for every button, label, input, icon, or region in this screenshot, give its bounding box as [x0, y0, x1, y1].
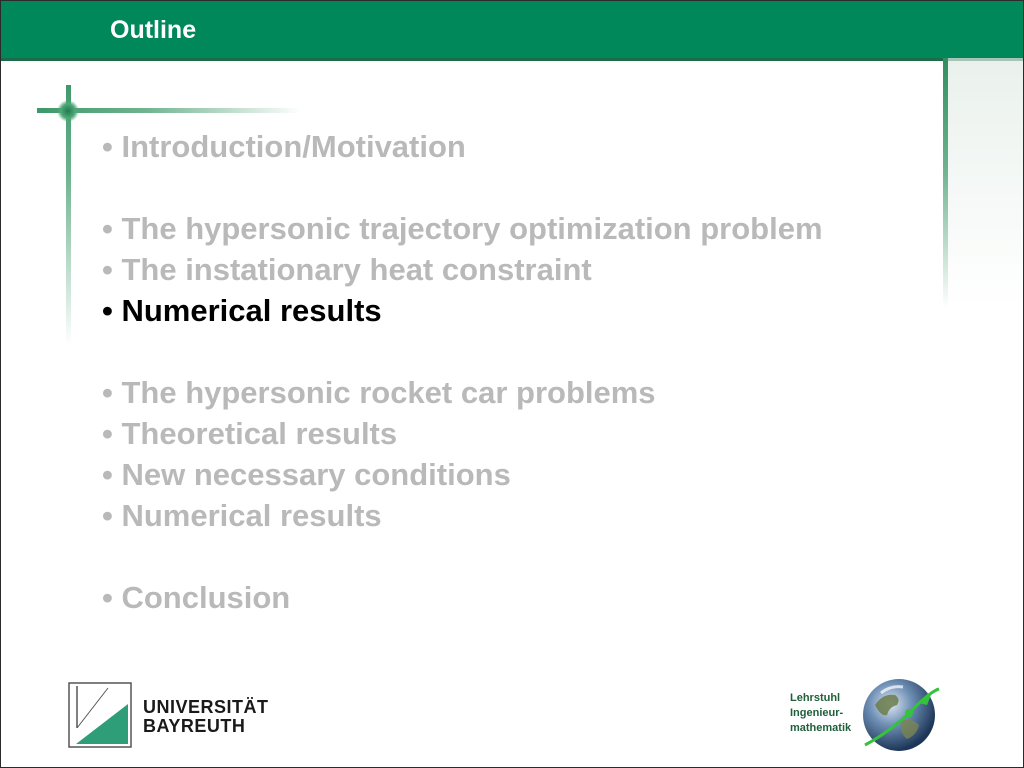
globe-icon	[861, 675, 941, 755]
university-name	[143, 698, 269, 736]
outline-item-trajectory-problem: • The hypersonic trajectory optimization problem	[102, 211, 823, 246]
outline-item-heat-constraint: • The instationary heat constraint	[102, 252, 592, 287]
decorative-vertical-bar-right	[943, 58, 948, 308]
outline-item-conclusion: • Conclusion	[102, 580, 291, 615]
chair-name-line1: Lehrstuhl	[790, 692, 841, 704]
outline-item-necessary-conditions: • New necessary conditions	[102, 457, 511, 492]
outline-item-theoretical-results: • Theoretical results	[102, 416, 398, 451]
title-underline	[1, 58, 1023, 61]
outline-gap	[102, 331, 823, 372]
decorative-vertical-bar-left	[66, 85, 71, 345]
title-bar	[1, 1, 1023, 58]
decorative-tick	[37, 108, 47, 113]
outline-item-rocket-car: • The hypersonic rocket car problems	[102, 375, 656, 410]
chair-name	[790, 691, 851, 736]
university-name-line1: UNIVERSITÄT	[143, 697, 269, 717]
slide-title: Outline	[110, 16, 197, 44]
decorative-horizontal-bar	[41, 108, 301, 113]
chair-name-line3: mathematik	[790, 722, 852, 734]
chair-name-line2: Ingenieur-	[790, 707, 844, 719]
outline-gap	[102, 167, 823, 208]
university-logo-icon	[68, 682, 132, 748]
outline-gap	[102, 536, 823, 577]
outline-item-numerical-results: • Numerical results	[102, 498, 382, 533]
university-name-line2: BAYREUTH	[143, 716, 246, 736]
outline-item-numerical-results-current: • Numerical results	[102, 293, 382, 328]
decorative-shade	[948, 58, 1023, 308]
outline-item-introduction: • Introduction/Motivation	[102, 129, 466, 164]
decorative-dot-icon	[57, 100, 79, 122]
outline-list	[102, 126, 823, 618]
